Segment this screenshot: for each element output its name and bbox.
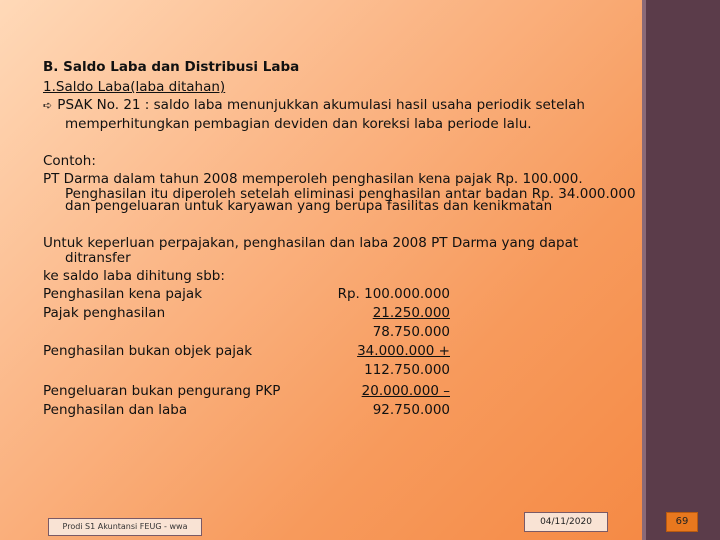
subsection-heading: 1.Saldo Laba(laba ditahan) — [43, 79, 226, 95]
calc-label: Pajak penghasilan — [43, 305, 166, 321]
right-sidebar — [642, 0, 720, 540]
contoh-line-3: dan pengeluaran untuk karyawan yang berupa fasilitas dan kenikmatan — [65, 198, 553, 214]
calc-value: 21.250.000 — [372, 305, 450, 321]
calc-row — [43, 361, 642, 380]
contoh-line-2: Penghasilan itu diperoleh setelah eliminasi penghasilan antar badan Rp. 34.000.000 — [65, 186, 636, 202]
calc-row — [43, 304, 642, 323]
section-heading: B. Saldo Laba dan Distribusi Laba — [43, 59, 300, 75]
calc-row — [43, 382, 642, 401]
calc-value: 20.000.000 – — [361, 383, 450, 399]
calc-value: 92.750.000 — [372, 402, 450, 418]
calculation-table — [43, 285, 642, 420]
calc-value: 112.750.000 — [364, 362, 450, 378]
contoh-line-1: PT Darma dalam tahun 2008 memperoleh penghasilan kena pajak Rp. 100.000. — [43, 171, 583, 187]
psak-text: PSAK No. 21 : saldo laba menunjukkan akumulasi hasil usaha periodik setelah — [57, 97, 585, 113]
calc-label: Penghasilan dan laba — [43, 402, 188, 418]
sidebar-divider — [642, 0, 646, 540]
contoh-label: Contoh: — [43, 153, 96, 169]
footer-label: Prodi S1 Akuntansi FEUG - wwa — [48, 518, 202, 536]
calc-label: Penghasilan kena pajak — [43, 286, 203, 302]
untuk-line-1: Untuk keperluan perpajakan, penghasilan dan laba 2008 PT Darma yang dapat — [43, 235, 579, 251]
calc-row — [43, 323, 642, 342]
calc-label: Pengeluaran bukan pengurang PKP — [43, 383, 281, 399]
arrow-bullet-icon: ➪ — [43, 99, 53, 112]
calc-row — [43, 401, 642, 420]
untuk-line-3: ke saldo laba dihitung sbb: — [43, 268, 225, 284]
page-number-badge: 69 — [666, 512, 698, 532]
psak-continuation: memperhitungkan pembagian deviden dan koreksi laba periode lalu. — [65, 116, 532, 132]
calc-value: 34.000.000 + — [357, 343, 450, 359]
slide-content — [43, 58, 642, 420]
psak-bullet — [43, 96, 642, 115]
calc-value: 78.750.000 — [372, 324, 450, 340]
footer-date: 04/11/2020 — [524, 512, 608, 532]
untuk-line-2: ditransfer — [65, 250, 131, 266]
calc-label: Penghasilan bukan objek pajak — [43, 343, 253, 359]
calc-value: Rp. 100.000.000 — [337, 286, 450, 302]
calc-row — [43, 285, 642, 304]
calc-row — [43, 342, 642, 361]
